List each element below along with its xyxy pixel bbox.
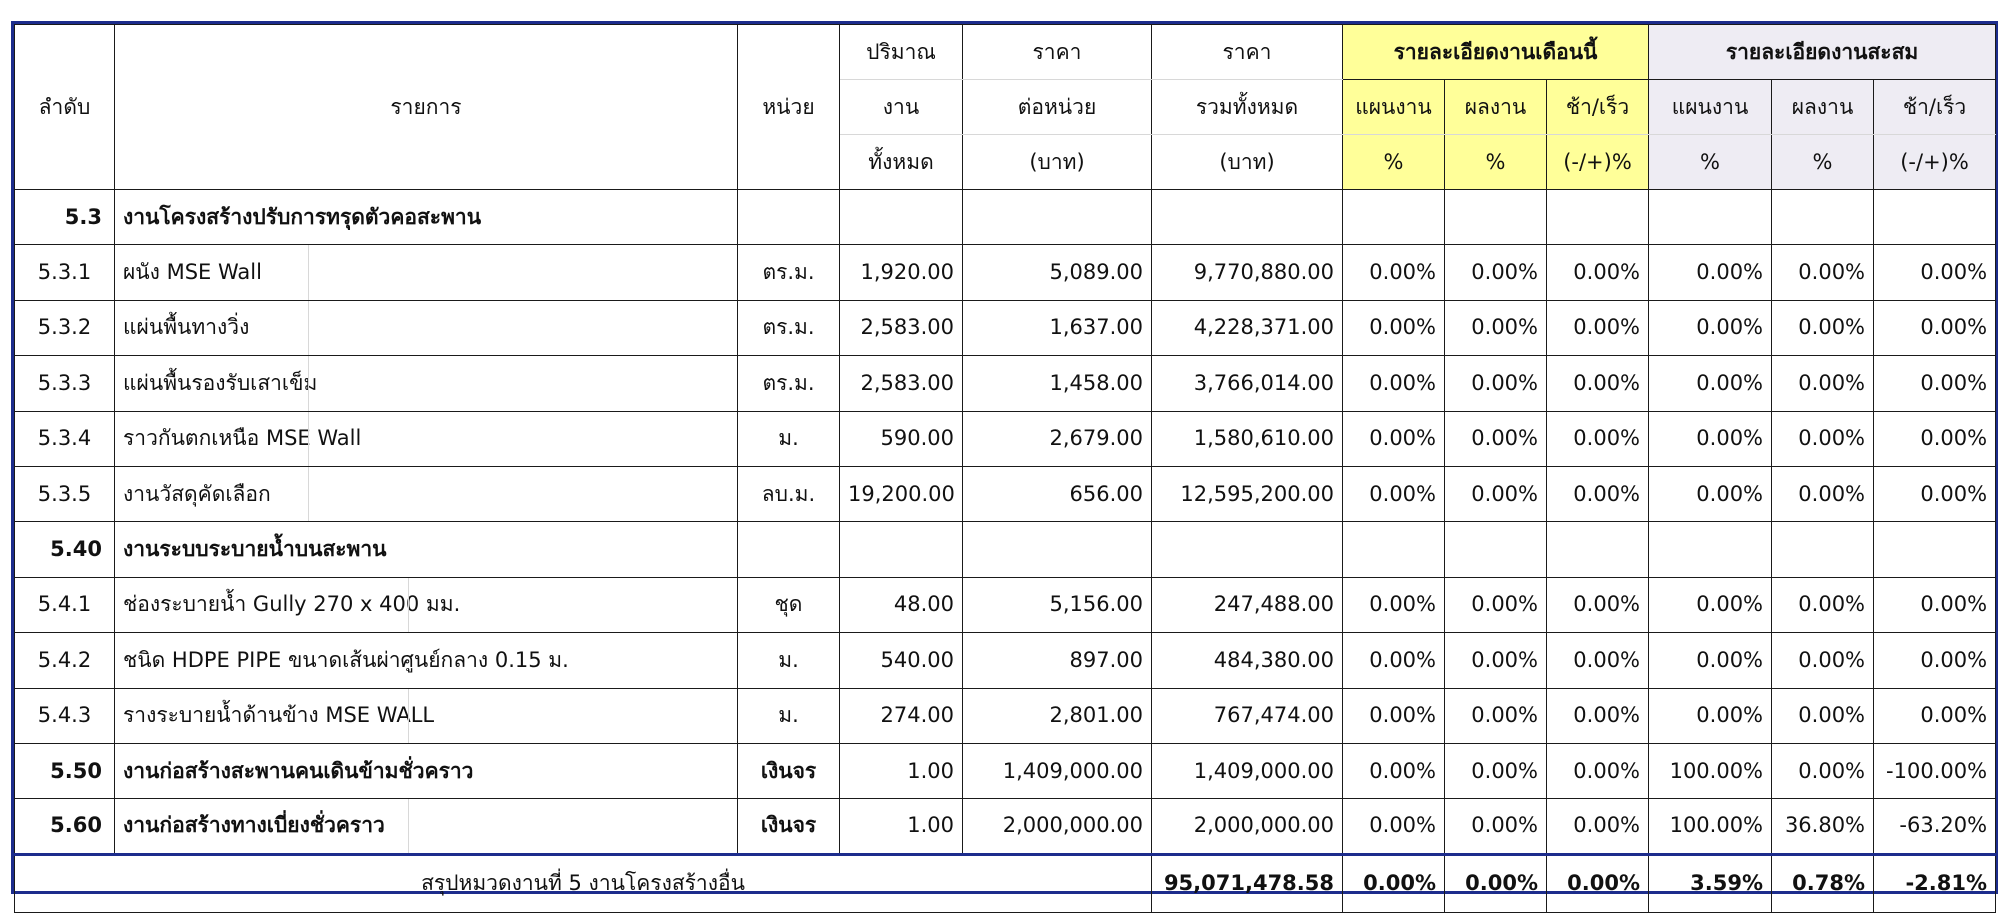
row-item-label: งานก่อสร้างสะพานคนเดินข้ามชั่วคราว: [123, 758, 474, 783]
cell-gridline: [308, 300, 309, 355]
row-month-diff: 0.00%: [1547, 411, 1649, 466]
summary-month-plan: 0.00%: [1343, 854, 1445, 912]
row-total: 767,474.00: [1152, 688, 1343, 743]
summary-cum-diff: -2.81%: [1874, 854, 1996, 912]
row-item-label: แผ่นพื้นทางวิ่ง: [123, 315, 250, 340]
row-cum-plan: 0.00%: [1649, 356, 1772, 411]
header-qty-line1: ปริมาณ: [840, 25, 963, 80]
row-item-label: งานโครงสร้างปรับการทรุดตัวคอสะพาน: [123, 204, 482, 229]
row-month-result: 0.00%: [1445, 466, 1547, 521]
table-row: [15, 356, 1996, 411]
header-cum-plan: แผนงาน: [1649, 80, 1772, 135]
row-qty: 274.00: [840, 688, 963, 743]
row-qty: 2,583.00: [840, 300, 963, 355]
row-unit: เงินจร: [738, 743, 840, 798]
row-unit-price: 1,637.00: [963, 300, 1152, 355]
row-month-plan: 0.00%: [1343, 743, 1445, 798]
row-month-diff: 0.00%: [1547, 356, 1649, 411]
table-row: [15, 633, 1996, 688]
row-month-result: 0.00%: [1445, 688, 1547, 743]
row-month-plan: 0.00%: [1343, 411, 1445, 466]
row-cum-result: [1772, 522, 1874, 577]
row-total: [1152, 190, 1343, 245]
row-unit-price: 1,409,000.00: [963, 743, 1152, 798]
row-no: 5.40: [15, 522, 115, 577]
header-cum-result-unit: %: [1772, 135, 1874, 190]
row-month-result: 0.00%: [1445, 356, 1547, 411]
header-month-result: ผลงาน: [1445, 80, 1547, 135]
row-unit: ตร.ม.: [738, 245, 840, 300]
row-unit-price: 1,458.00: [963, 356, 1152, 411]
row-item-label: งานวัสดุคัดเลือก: [123, 481, 271, 506]
row-unit-price: [963, 522, 1152, 577]
row-total: 9,770,880.00: [1152, 245, 1343, 300]
row-item: [115, 411, 738, 466]
row-item: [115, 743, 738, 798]
row-no: 5.4.3: [15, 688, 115, 743]
row-item: [115, 799, 738, 854]
row-cum-diff: -100.00%: [1874, 743, 1996, 798]
row-total: 484,380.00: [1152, 633, 1343, 688]
header-total-price-line2: รวมทั้งหมด: [1152, 80, 1343, 135]
summary-label: สรุปหมวดงานที่ 5 งานโครงสร้างอื่น: [15, 854, 1152, 912]
row-month-diff: 0.00%: [1547, 245, 1649, 300]
row-cum-result: 0.00%: [1772, 245, 1874, 300]
row-no: 5.60: [15, 799, 115, 854]
row-cum-diff: 0.00%: [1874, 245, 1996, 300]
row-month-diff: 0.00%: [1547, 633, 1649, 688]
row-month-result: 0.00%: [1445, 300, 1547, 355]
table-row: [15, 577, 1996, 632]
row-month-result: 0.00%: [1445, 799, 1547, 854]
row-unit: ม.: [738, 411, 840, 466]
row-month-plan: 0.00%: [1343, 300, 1445, 355]
row-cum-diff: 0.00%: [1874, 300, 1996, 355]
row-month-result: 0.00%: [1445, 633, 1547, 688]
row-cum-diff: 0.00%: [1874, 411, 1996, 466]
header-month-diff-unit: (-/+)%: [1547, 135, 1649, 190]
row-unit: ม.: [738, 633, 840, 688]
row-cum-diff: -63.20%: [1874, 799, 1996, 854]
row-total: 4,228,371.00: [1152, 300, 1343, 355]
row-no: 5.3.2: [15, 300, 115, 355]
row-cum-plan: 0.00%: [1649, 300, 1772, 355]
row-unit: [738, 190, 840, 245]
row-cum-result: 0.00%: [1772, 633, 1874, 688]
row-cum-diff: 0.00%: [1874, 688, 1996, 743]
header-cum-result: ผลงาน: [1772, 80, 1874, 135]
table-row: [15, 190, 1996, 245]
row-cum-plan: 0.00%: [1649, 466, 1772, 521]
row-month-plan: [1343, 522, 1445, 577]
header-total-price-line1: ราคา: [1152, 25, 1343, 80]
row-month-result: 0.00%: [1445, 245, 1547, 300]
header-cum-diff: ช้า/เร็ว: [1874, 80, 1996, 135]
table-row: [15, 300, 1996, 355]
header-total-price-line3: (บาท): [1152, 135, 1343, 190]
row-total: 3,766,014.00: [1152, 356, 1343, 411]
row-cum-plan: 0.00%: [1649, 245, 1772, 300]
header-qty-line3: ทั้งหมด: [840, 135, 963, 190]
table-row: [15, 245, 1996, 300]
row-total: [1152, 522, 1343, 577]
row-month-result: 0.00%: [1445, 411, 1547, 466]
table-row: [15, 411, 1996, 466]
table-row: [15, 688, 1996, 743]
row-total: 1,409,000.00: [1152, 743, 1343, 798]
row-qty: [840, 522, 963, 577]
row-item-label: ชนิด HDPE PIPE ขนาดเส้นผ่าศูนย์กลาง 0.15 ม.: [123, 647, 569, 672]
header-month-result-unit: %: [1445, 135, 1547, 190]
row-item: [115, 688, 738, 743]
row-month-result: 0.00%: [1445, 577, 1547, 632]
row-item: [115, 300, 738, 355]
row-month-plan: 0.00%: [1343, 799, 1445, 854]
row-cum-diff: [1874, 190, 1996, 245]
header-cum-diff-unit: (-/+)%: [1874, 135, 1996, 190]
row-cum-diff: 0.00%: [1874, 466, 1996, 521]
row-month-plan: 0.00%: [1343, 577, 1445, 632]
row-month-result: [1445, 190, 1547, 245]
row-unit: ตร.ม.: [738, 356, 840, 411]
table-row: [15, 466, 1996, 521]
row-cum-plan: 0.00%: [1649, 577, 1772, 632]
cell-gridline: [308, 466, 309, 521]
header-month-plan-unit: %: [1343, 135, 1445, 190]
row-item-label: งานระบบระบายน้ำบนสะพาน: [123, 537, 387, 562]
header-item: รายการ: [115, 25, 738, 190]
header-cum-plan-unit: %: [1649, 135, 1772, 190]
row-unit-price: 656.00: [963, 466, 1152, 521]
row-cum-plan: 100.00%: [1649, 799, 1772, 854]
row-unit: ชุด: [738, 577, 840, 632]
row-unit-price: 2,679.00: [963, 411, 1152, 466]
row-qty: [840, 190, 963, 245]
row-item-label: งานก่อสร้างทางเบี่ยงชั่วคราว: [123, 813, 385, 838]
row-month-diff: 0.00%: [1547, 743, 1649, 798]
header-unit-price-line3: (บาท): [963, 135, 1152, 190]
row-cum-result: 36.80%: [1772, 799, 1874, 854]
row-unit-price: 5,089.00: [963, 245, 1152, 300]
row-total: 247,488.00: [1152, 577, 1343, 632]
row-total: 1,580,610.00: [1152, 411, 1343, 466]
row-cum-diff: 0.00%: [1874, 577, 1996, 632]
progress-table: [14, 24, 1996, 913]
row-cum-diff: [1874, 522, 1996, 577]
row-month-diff: 0.00%: [1547, 577, 1649, 632]
row-item: [115, 190, 738, 245]
row-cum-plan: 0.00%: [1649, 688, 1772, 743]
row-item: [115, 245, 738, 300]
row-month-diff: [1547, 190, 1649, 245]
summary-total: 95,071,478.58: [1152, 854, 1343, 912]
row-qty: 540.00: [840, 633, 963, 688]
row-month-diff: 0.00%: [1547, 799, 1649, 854]
row-item: [115, 466, 738, 521]
row-item: [115, 633, 738, 688]
row-no: 5.4.2: [15, 633, 115, 688]
row-no: 5.50: [15, 743, 115, 798]
row-month-plan: 0.00%: [1343, 633, 1445, 688]
row-cum-result: 0.00%: [1772, 466, 1874, 521]
header-no: ลำดับ: [15, 25, 115, 190]
work-progress-table: [11, 21, 1998, 894]
table-row: [15, 799, 1996, 854]
row-item-label: ผนัง MSE Wall: [123, 260, 262, 285]
row-qty: 590.00: [840, 411, 963, 466]
row-cum-plan: 0.00%: [1649, 633, 1772, 688]
row-no: 5.3.4: [15, 411, 115, 466]
header-qty-line2: งาน: [840, 80, 963, 135]
row-qty: 1,920.00: [840, 245, 963, 300]
row-unit: ลบ.ม.: [738, 466, 840, 521]
row-qty: 48.00: [840, 577, 963, 632]
row-unit-price: [963, 190, 1152, 245]
cell-gridline: [308, 356, 309, 411]
table-row: [15, 522, 1996, 577]
row-no: 5.3.5: [15, 466, 115, 521]
row-cum-plan: 100.00%: [1649, 743, 1772, 798]
row-item: [115, 577, 738, 632]
row-cum-result: 0.00%: [1772, 300, 1874, 355]
summary-row: [15, 854, 1996, 912]
row-item-label: ราวกันตกเหนือ MSE Wall: [123, 426, 362, 451]
row-unit-price: 2,000,000.00: [963, 799, 1152, 854]
summary-cum-result: 0.78%: [1772, 854, 1874, 912]
row-month-result: 0.00%: [1445, 743, 1547, 798]
row-cum-result: [1772, 190, 1874, 245]
row-unit: ตร.ม.: [738, 300, 840, 355]
row-item-label: รางระบายน้ำด้านข้าง MSE WALL: [123, 703, 435, 728]
row-month-plan: 0.00%: [1343, 245, 1445, 300]
cell-gridline: [408, 688, 409, 743]
row-no: 5.4.1: [15, 577, 115, 632]
header-month-plan: แผนงาน: [1343, 80, 1445, 135]
cell-gridline: [308, 245, 309, 300]
row-month-diff: 0.00%: [1547, 688, 1649, 743]
summary-month-result: 0.00%: [1445, 854, 1547, 912]
row-month-diff: 0.00%: [1547, 466, 1649, 521]
row-cum-diff: 0.00%: [1874, 356, 1996, 411]
row-unit: [738, 522, 840, 577]
row-cum-diff: 0.00%: [1874, 633, 1996, 688]
row-month-plan: [1343, 190, 1445, 245]
row-item-label: แผ่นพื้นรองรับเสาเข็ม: [123, 370, 318, 395]
row-item: [115, 356, 738, 411]
summary-month-diff: 0.00%: [1547, 854, 1649, 912]
header-cumulative-group: รายละเอียดงานสะสม: [1649, 25, 1996, 80]
row-qty: 2,583.00: [840, 356, 963, 411]
row-item: [115, 522, 738, 577]
row-cum-plan: [1649, 190, 1772, 245]
row-no: 5.3.3: [15, 356, 115, 411]
row-qty: 19,200.00: [840, 466, 963, 521]
row-cum-plan: 0.00%: [1649, 411, 1772, 466]
row-month-plan: 0.00%: [1343, 688, 1445, 743]
header-month-group: รายละเอียดงานเดือนนี้: [1343, 25, 1649, 80]
row-no: 5.3.1: [15, 245, 115, 300]
cell-gridline: [308, 411, 309, 466]
summary-cum-plan: 3.59%: [1649, 854, 1772, 912]
header-month-diff: ช้า/เร็ว: [1547, 80, 1649, 135]
row-item-label: ช่องระบายน้ำ Gully 270 x 400 มม.: [123, 592, 461, 617]
row-cum-result: 0.00%: [1772, 411, 1874, 466]
row-no: 5.3: [15, 190, 115, 245]
cell-gridline: [408, 577, 409, 632]
row-month-diff: [1547, 522, 1649, 577]
row-qty: 1.00: [840, 743, 963, 798]
row-month-plan: 0.00%: [1343, 356, 1445, 411]
row-month-diff: 0.00%: [1547, 300, 1649, 355]
row-cum-plan: [1649, 522, 1772, 577]
row-month-plan: 0.00%: [1343, 466, 1445, 521]
cell-gridline: [408, 799, 409, 854]
row-cum-result: 0.00%: [1772, 356, 1874, 411]
table-row: [15, 743, 1996, 798]
row-cum-result: 0.00%: [1772, 577, 1874, 632]
row-unit-price: 897.00: [963, 633, 1152, 688]
row-unit: ม.: [738, 688, 840, 743]
row-unit: เงินจร: [738, 799, 840, 854]
row-qty: 1.00: [840, 799, 963, 854]
row-month-result: [1445, 522, 1547, 577]
row-cum-result: 0.00%: [1772, 743, 1874, 798]
row-unit-price: 5,156.00: [963, 577, 1152, 632]
header-unit-price-line2: ต่อหน่วย: [963, 80, 1152, 135]
header-unit: หน่วย: [738, 25, 840, 190]
header-unit-price-line1: ราคา: [963, 25, 1152, 80]
row-cum-result: 0.00%: [1772, 688, 1874, 743]
row-total: 2,000,000.00: [1152, 799, 1343, 854]
row-total: 12,595,200.00: [1152, 466, 1343, 521]
row-unit-price: 2,801.00: [963, 688, 1152, 743]
